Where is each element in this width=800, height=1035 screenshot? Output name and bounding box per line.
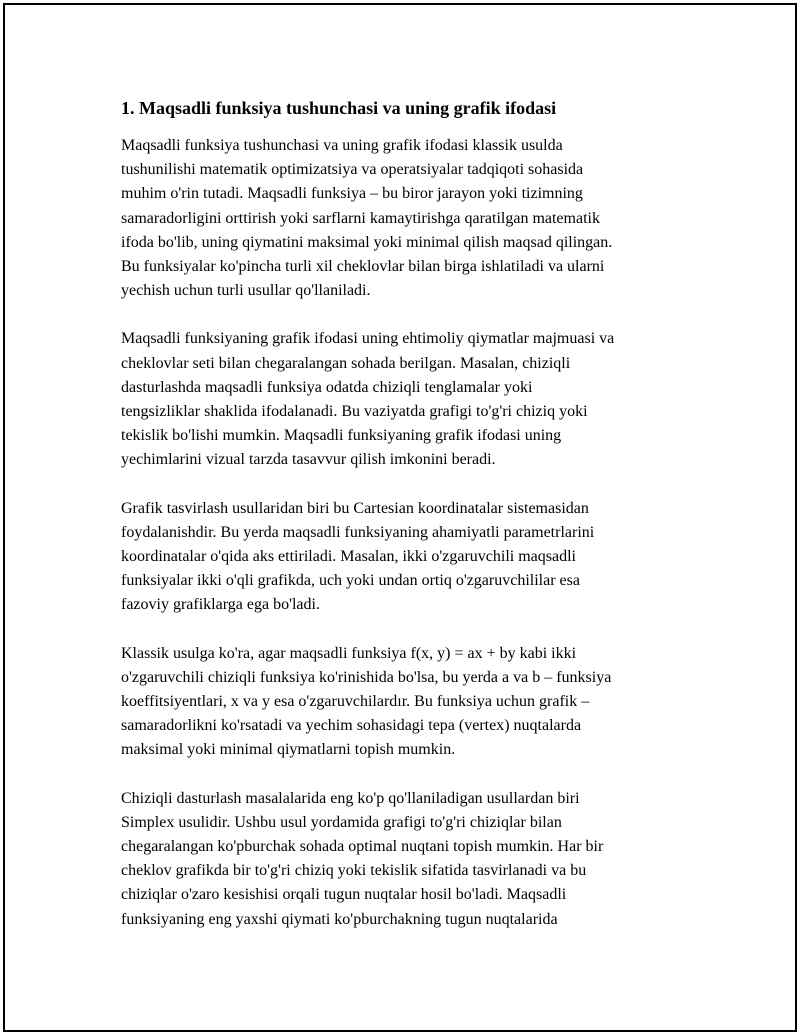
text-line: samaradorlikni ko'rsatadi va yechim sohasidagi tepa (vertex) nuqtalarda xyxy=(121,717,582,735)
paragraph-2 xyxy=(121,327,693,472)
text-line: Simplex usulidir. Ushbu usul yordamida grafigi to'g'ri chiziqlar bilan xyxy=(121,813,562,831)
text-line: Grafik tasvirlash usullaridan biri bu Cartesian koordinatalar sistemasidan xyxy=(121,499,589,517)
text-line: o'zgaruvchili chiziqli funksiya ko'rinishida bo'lsa, bu yerda a va b – funksiya xyxy=(121,668,612,686)
text-line: tengsizliklar shaklida ifodalanadi. Bu vaziyatda grafigi to'g'ri chiziq yoki xyxy=(121,403,588,421)
text-line: tekislik bo'lishi mumkin. Maqsadli funksiyaning grafik ifodasi uning xyxy=(121,427,562,445)
document-page xyxy=(3,3,797,1032)
text-line: Bu funksiyalar ko'pincha turli xil cheklovlar bilan birga ishlatiladi va ularni xyxy=(121,258,605,276)
text-line: chiziqlar o'zaro kesishisi orqali tugun nuqtalar hosil bo'ladi. Maqsadli xyxy=(121,886,567,904)
paragraph-3 xyxy=(121,497,693,618)
paragraph-list xyxy=(121,134,693,932)
paragraph-1 xyxy=(121,134,693,303)
text-line: dasturlashda maqsadli funksiya odatda chiziqli tenglamalar yoki xyxy=(121,378,533,396)
text-line: Chiziqli dasturlash masalalarida eng ko'p qo'llaniladigan usullardan biri xyxy=(121,789,580,807)
text-line: maksimal yoki minimal qiymatlarni topish mumkin. xyxy=(121,741,456,759)
paragraph-4 xyxy=(121,642,693,763)
text-line: tushunilishi matematik optimizatsiya va operatsiyalar tadqiqoti sohasida xyxy=(121,161,584,179)
text-line: koeffitsiyentlari, x va y esa o'zgaruvchilardır. Bu funksiya uchun grafik – xyxy=(121,693,590,711)
text-line: cheklovlar seti bilan chegaralangan sohada berilgan. Masalan, chiziqli xyxy=(121,354,571,372)
text-line: foydalanishdir. Bu yerda maqsadli funksiyaning ahamiyatli parametrlarini xyxy=(121,523,595,541)
text-line: Maqsadli funksiyaning grafik ifodasi uning ehtimoliy qiymatlar majmuasi va xyxy=(121,330,615,348)
text-line: funksiyalar ikki o'qli grafikda, uch yoki undan ortiq o'zgaruvchililar esa xyxy=(121,572,580,590)
text-line: samaradorligini orttirish yoki sarflarni kamaytirishga qaratilgan matematik xyxy=(121,209,600,227)
text-line: ifoda bo'lib, uning qiymatini maksimal yoki minimal qilish maqsad qilingan. xyxy=(121,233,613,251)
text-line: Maqsadli funksiya tushunchasi va uning grafik ifodasi klassik usulda xyxy=(121,137,563,154)
document-content xyxy=(121,96,693,956)
paragraph-5 xyxy=(121,787,693,932)
text-line: yechimlarini vizual tarzda tasavvur qilish imkonini beradi. xyxy=(121,451,496,469)
text-line: yechish uchun turli usullar qo'llaniladi. xyxy=(121,282,371,300)
text-line: chegaralangan ko'pburchak sohada optimal nuqtani topish mumkin. Har bir xyxy=(121,838,604,856)
text-line: funksiyaning eng yaxshi qiymati ko'pburchakning tugun nuqtalarida xyxy=(121,910,558,928)
text-line: cheklov grafikda bir to'g'ri chiziq yoki tekislik sifatida tasvirlanadi va bu xyxy=(121,862,587,880)
text-line: Klassik usulga ko'ra, agar maqsadli funksiya f(x, y) = ax + by kabi ikki xyxy=(121,644,577,662)
text-line: fazoviy grafiklarga ega bo'ladi. xyxy=(121,596,320,614)
section-heading: 1. Maqsadli funksiya tushunchasi va uning grafik ifodasi xyxy=(121,98,557,118)
text-line: koordinatalar o'qida aks ettiriladi. Masalan, ikki o'zgaruvchili maqsadli xyxy=(121,548,576,566)
text-line: muhim o'rin tutadi. Maqsadli funksiya – bu biror jarayon yoki tizimning xyxy=(121,185,583,203)
